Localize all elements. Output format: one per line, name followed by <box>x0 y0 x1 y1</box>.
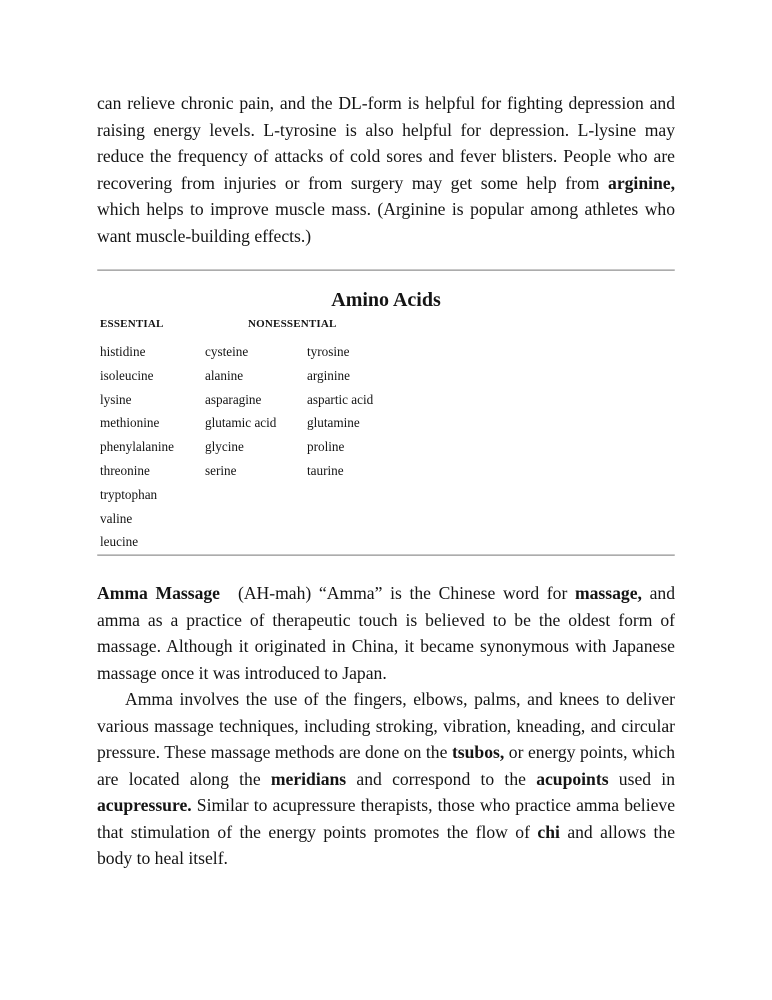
intro-term-arginine: arginine, <box>608 172 675 193</box>
entry-term-chi: chi <box>537 821 560 842</box>
nonessential-header: NONESSENTIAL <box>248 318 337 330</box>
entry-text: (AH-mah) “Amma” is the Chinese word for <box>237 583 575 603</box>
amino-acid-item: leucine <box>100 534 139 550</box>
amino-acid-item: alanine <box>205 367 244 383</box>
entry-term-massage: massage, <box>574 583 642 603</box>
amino-acid-item: isoleucine <box>100 367 154 383</box>
entry-text: used in <box>608 768 675 789</box>
entry-text: and amma as a practice of therapeutic touch is believed to be the oldest form of massage. Although it originated in China, it became synonymous with Japanese massage once it was introduced to Japan. <box>97 583 676 683</box>
entry-term-acupoints: acupoints <box>536 768 609 789</box>
amino-acid-item: glutamine <box>307 415 360 431</box>
amino-acid-item: valine <box>100 510 133 526</box>
amino-acid-item: histidine <box>100 344 146 359</box>
essential-column <box>100 340 174 554</box>
amino-acid-item: asparagine <box>205 391 262 407</box>
amino-acid-item: arginine <box>307 367 350 383</box>
nonessential-column-2 <box>307 340 373 483</box>
entry-title: Amma Massage <box>97 583 220 603</box>
entry-text: and allows the body to heal itself. <box>97 821 675 868</box>
amino-acid-item: threonine <box>100 462 150 478</box>
amino-acid-item: tryptophan <box>100 486 158 502</box>
sidebar-bottom-rule <box>97 554 675 556</box>
amino-acid-item: proline <box>307 439 345 455</box>
essential-header: ESSENTIAL <box>100 318 164 330</box>
entry-text: and correspond to the <box>346 768 537 789</box>
amma-paragraph-2 <box>97 686 675 872</box>
amino-acid-item: aspartic acid <box>307 391 374 407</box>
amino-acid-item: methionine <box>100 415 160 431</box>
amino-acid-item: lysine <box>100 391 132 407</box>
entry-term-acupressure: acupressure. <box>97 795 192 815</box>
entry-text: Similar to acupressure therapists, those who practice amma believe that stimulation of the energy points promotes the flow of <box>97 795 675 842</box>
sidebar-top-rule <box>97 269 675 271</box>
nonessential-column-1 <box>205 340 276 483</box>
sidebar-title: Amino Acids <box>331 289 441 311</box>
amino-acids-table <box>97 318 675 554</box>
amino-acid-item: taurine <box>307 462 344 478</box>
amino-acid-item: cysteine <box>205 344 249 359</box>
intro-text-2: which helps to improve muscle mass. (Arginine is popular among athletes who want muscle-building effects.) <box>97 199 675 246</box>
entry-term-tsubos: tsubos, <box>451 742 505 762</box>
intro-text-1: can relieve chronic pain, and the DL-form is helpful for fighting depression and raising energy levels. L-tyrosine is also helpful for depression. L-lysine may reduce the frequency of attacks of cold sores and fever blisters. People who are recovering from injuries or from surgery may get some help from <box>97 93 675 193</box>
entry-term-meridians: meridians <box>270 768 347 789</box>
amino-acid-item: glutamic acid <box>205 415 277 431</box>
amino-acid-item: tyrosine <box>307 344 350 359</box>
entry-text: or energy points, which are located along the <box>97 742 675 789</box>
intro-paragraph <box>97 90 675 249</box>
amino-acid-item: phenylalanine <box>100 439 174 455</box>
page-content <box>97 90 675 872</box>
amma-paragraph-1 <box>97 580 675 686</box>
entry-text: Amma involves the use of the fingers, elbows, palms, and knees to deliver various massage techniques, including stroking, vibration, kneading, and circular pressure. These massage methods are done on the <box>97 689 675 762</box>
amino-acid-item: serine <box>205 462 237 478</box>
amino-acid-item: glycine <box>205 439 244 455</box>
